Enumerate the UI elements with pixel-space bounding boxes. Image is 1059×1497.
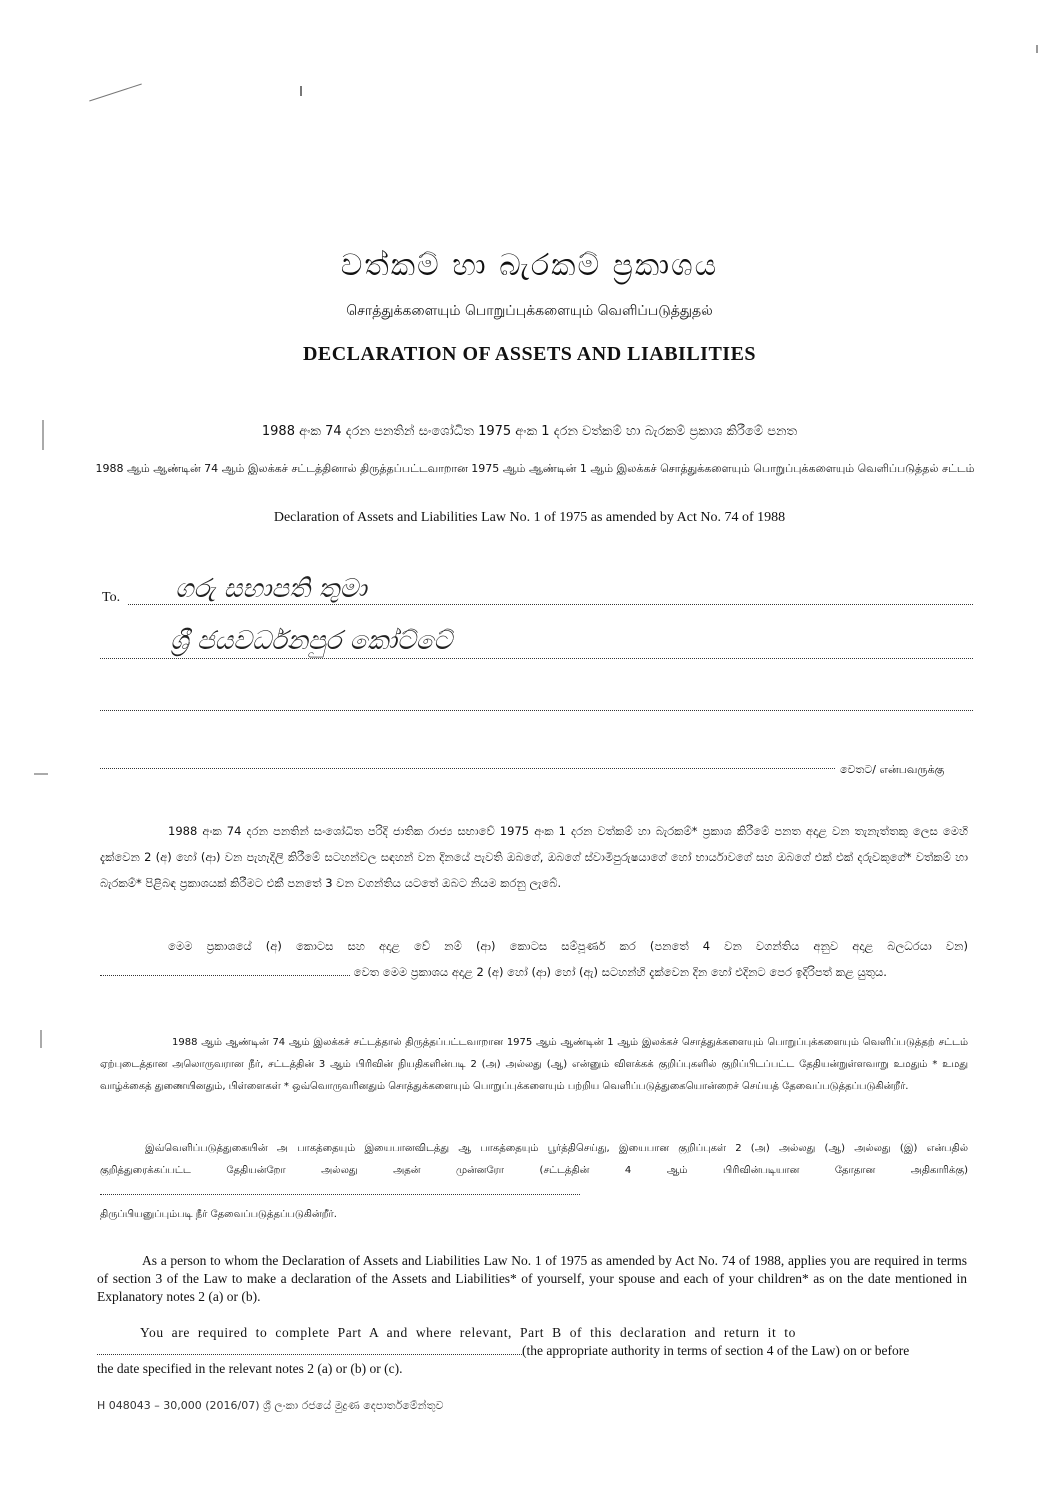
paragraph-tamil-2 — [100, 1138, 968, 1226]
scan-mark — [1036, 45, 1038, 53]
paragraph-english-2c: the date specified in the relevant notes 2 (a) or (b) or (c). — [97, 1361, 403, 1376]
address-line-4[interactable] — [100, 768, 835, 769]
address-handwritten-1: ගරු සභාපති තුමා — [175, 574, 367, 604]
address-handwritten-2: ශ්‍රී ජයවර්ධනපුර කෝට්ටේ — [170, 626, 452, 656]
title-tamil: சொத்துக்களையும் பொறுப்புக்களையும் வெளிப்படுத்துதல் — [346, 303, 713, 319]
paragraph-sinhala-2a: මෙම ප්‍රකාශයේ (අ) කොටස සහ අදාළ වේ නම් (ආ) කොටස සම්පූර්ණ කර (පනතේ 4 වන වගන්තිය අනුව අදාළ බලධරයා වන) — [168, 939, 968, 953]
scan-mark — [34, 773, 48, 775]
title-english: DECLARATION OF ASSETS AND LIABILITIES — [302, 343, 757, 365]
scan-mark — [89, 84, 142, 102]
paragraph-sinhala-2 — [100, 933, 968, 985]
paragraph-tamil-2b: திருப்பியனுப்பும்படி நீர் தேவைப்படுத்தப்படுகின்றீர். — [100, 1209, 337, 1220]
paragraph-english-2b: (the appropriate authority in terms of section 4 of the Law) on or before — [522, 1343, 910, 1358]
paragraph-sinhala-2b: වෙත මෙම ප්‍රකාශය අදාළ 2 (අ) හෝ (ආ) හෝ (ඇ) සටහන්හි දැක්වෙන දින හෝ එදිනට පෙර ඉදිරිපත් කළ යුතුය. — [353, 965, 887, 979]
law-reference-english: Declaration of Assets and Liabilities Law No. 1 of 1975 as amended by Act No. 74 of 1988 — [273, 510, 786, 525]
paragraph-tamil-2a: இவ்வெளிப்படுத்துகையின் அ பாகத்தையும் இயைபானவிடத்து ஆ பாகத்தையும் பூர்த்திசெய்து, இயைபான குறிப்புகள் 2 (அ) அல்லது (ஆ) அல்லது (இ) என்பதில் குறித்துரைக்கப்பட்ட தேதியன்றோ அல்லது அதன் முன்னரோ (சட்டத்தின் 4 ஆம் பிரிவின்படியான தோதான அதிகாரிக்கு) — [100, 1143, 968, 1176]
law-reference-tamil: 1988 ஆம் ஆண்டின் 74 ஆம் இலக்கச் சட்டத்தினால் திருத்தப்பட்டவாறான 1975 ஆம் ஆண்டின் 1 ஆம் இலக்கச் சொத்துக்களையும் பொறுப்புக்களையும் வெளிப்படுத்தல் சட்டம் — [95, 462, 975, 475]
title-sinhala: වත්කම් හා බැරකම් ප්‍රකාශය — [340, 248, 719, 283]
paragraph-english-2 — [97, 1324, 967, 1378]
law-reference-sinhala: 1988 අංක 74 දරන පනතින් සංශෝධිත 1975 අංක 1 දරන වත්කම් හා බැරකම් ප්‍රකාශ කිරීමේ පනත — [261, 424, 798, 439]
authority-blank-english[interactable] — [97, 1346, 522, 1355]
print-footer: H 048043 – 30,000 (2016/07) ශ්‍රී ලංකා රජයේ මුද්‍රණ දෙපාර්තමේන්තුව — [97, 1399, 444, 1412]
paragraph-sinhala-1: 1988 අංක 74 දරන පනතින් සංශෝධිත පරිදි ජාතික රාජ්‍ය සභාවේ 1975 අංක 1 දරන වත්කම් හා බැරකම්* ප්‍රකාශ කිරීමේ පනත අදාළ වන තැනැත්තකු ලෙස මෙහි දැක්වෙන 2 (අ) හෝ (ආ) වන පැහැදිලි කිරීමේ සටහන්වල සඳහන් වන දිනයේ පැවති ඔබගේ, ඔබගේ ස්වාමිපුරුෂයාගේ හෝ භාර්යාවගේ සහ ඔබගේ එක් එක් දරුවකුගේ* වත්කම් හා බැරකම්* පිළිබඳ ප්‍රකාශයක් කිරීමට එකී පනතේ 3 වන වගන්තිය යටතේ ඔබට නියම කරනු ලැබේ. — [100, 824, 968, 890]
paragraph-english-1: As a person to whom the Declaration of Assets and Liabilities Law No. 1 of 1975 as amended by Act No. 74 of 1988, applies you are required in terms of section 3 of the Law to make a declaration of the Assets and Liabilities* of yourself, your spouse and each of your children* as on the date mentioned in Explanatory notes 2 (a) or (b). — [97, 1253, 967, 1304]
to-label: To. — [102, 590, 121, 605]
scan-mark — [40, 1030, 42, 1048]
address-line-3[interactable] — [100, 710, 973, 711]
address-suffix-label: වෙතට/ என்பவருக்கு — [840, 763, 945, 776]
authority-blank-sinhala[interactable] — [100, 967, 350, 976]
scan-mark — [300, 86, 302, 96]
authority-blank-tamil[interactable] — [100, 1188, 580, 1195]
address-line-2[interactable] — [100, 658, 973, 659]
paragraph-tamil-1: 1988 ஆம் ஆண்டின் 74 ஆம் இலக்கச் சட்டத்தால் திருத்தப்பட்டவாறான 1975 ஆம் ஆண்டின் 1 ஆம் இலக்கச் சொத்துக்களையும் பொறுப்புக்களையும் வெளிப்படுத்தற் சட்டம் ஏற்புடைத்தான அலொருவரான நீர், சட்டத்தின் 3 ஆம் பிரிவின் நியதிகளின்படி 2 (அ) அல்லது (ஆ) என்னும் விளக்கக் குறிப்புகளில் குறிப்பிடப்பட்ட தேதியன்றுள்ளவாறு உமதும் * உமது வாழ்க்கைத் துணையினதும், பிள்ளைகள் * ஒவ்வொருவரினதும் சொத்துக்களையும் பொறுப்புக்களையும் பற்றிய வெளிப்படுத்துகையொன்றைச் செய்யத் தேவைப்படுத்தப்படுகின்றீர். — [100, 1037, 968, 1092]
paragraph-english-2a: You are required to complete Part A and where relevant, Part B of this declaration and return it to — [140, 1325, 797, 1340]
